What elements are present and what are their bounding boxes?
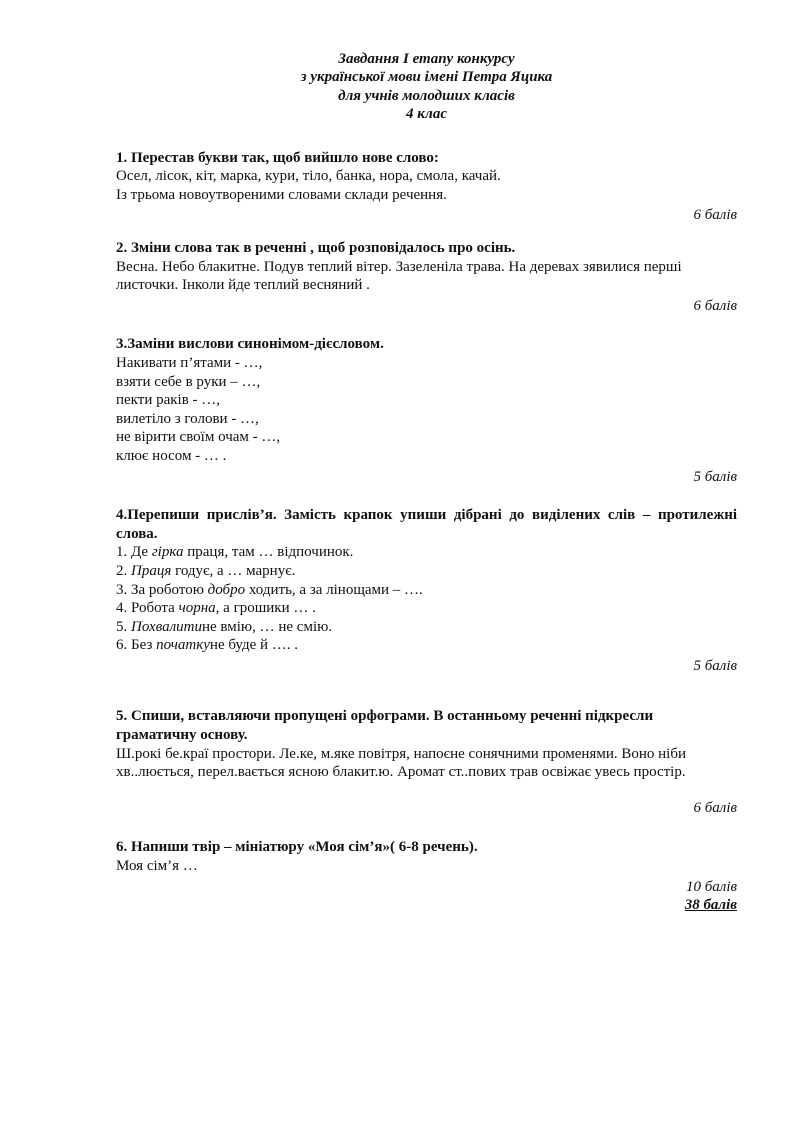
text-run: Осел, лісок, кіт, марка, кури, тіло, банка, нора, смола, качай. bbox=[116, 168, 501, 185]
text-run: не буде й …. . bbox=[209, 637, 299, 654]
text-run: Ш.рокі бе.краї простори. Ле.ке, м.яке повітря, напоєне сонячними променями. Воно ніби bbox=[116, 745, 686, 762]
task-line bbox=[116, 543, 737, 562]
score-label: 10 балів bbox=[685, 878, 737, 895]
bold-text: Перепиши прислів’я. Замість крапок упиши дібрані до виділених слів – протилежні слова. bbox=[116, 507, 737, 542]
text-run: хв..люється, перел.вається ясною блакит.ю. Аромат ст..пових трав освіжає увесь простір. bbox=[116, 764, 686, 781]
text-run: 4. bbox=[116, 507, 128, 524]
task-6 bbox=[116, 838, 737, 914]
text-run: взяти себе в руки – …, bbox=[116, 373, 261, 390]
task-1 bbox=[116, 149, 737, 225]
task-line bbox=[116, 447, 737, 466]
text-run: 6. Без bbox=[116, 637, 157, 654]
task-heading bbox=[116, 149, 737, 168]
task-heading bbox=[116, 506, 737, 543]
score-label: 5 балів bbox=[693, 657, 737, 674]
text-run: 4. Робота bbox=[116, 600, 179, 617]
text-run: , а грошики … . bbox=[215, 600, 316, 617]
task-heading bbox=[116, 838, 737, 857]
task-heading bbox=[116, 335, 737, 354]
text-run: ходить, а за лінощами – …. bbox=[245, 581, 423, 598]
text-run: 3. За роботою bbox=[116, 581, 208, 598]
task-line bbox=[116, 636, 737, 655]
grade-line: 4 клас bbox=[405, 106, 447, 123]
task-line bbox=[116, 258, 737, 295]
bold-text: 5. Спиши, вставляючи пропущені орфограми. В останньому реченні підкресли граматичну основу. bbox=[116, 708, 654, 744]
text-run: Моя сім’я … bbox=[116, 858, 198, 875]
task-3 bbox=[116, 335, 737, 486]
text-run: 2. bbox=[116, 562, 131, 579]
total-score-label: 38 балів bbox=[684, 897, 737, 914]
emphasized-word: гірка bbox=[151, 544, 184, 561]
worksheet-page bbox=[116, 50, 737, 915]
emphasized-word: початку bbox=[156, 637, 210, 654]
bold-text: 2. Зміни слова так в реченні , щоб розповідалось про осінь. bbox=[116, 240, 516, 256]
task-line bbox=[116, 428, 737, 447]
task-line bbox=[116, 410, 737, 429]
text-run: клює носом - … . bbox=[116, 447, 227, 464]
emphasized-word: чорна bbox=[178, 600, 216, 617]
title-line: Завдання І етапу конкурсу bbox=[338, 51, 515, 67]
title-block bbox=[116, 50, 737, 124]
task-line bbox=[116, 599, 737, 618]
subtitle-line: з української мови імені Петра Яцика bbox=[300, 69, 553, 86]
task-line bbox=[116, 354, 737, 373]
task-line bbox=[116, 186, 737, 205]
text-run: вилетіло з голови - …, bbox=[116, 410, 259, 427]
emphasized-word: Праця bbox=[131, 562, 172, 579]
text-run: не вмію, … не смію. bbox=[201, 618, 333, 635]
task-line bbox=[116, 745, 737, 764]
task-5 bbox=[116, 707, 737, 817]
task-line bbox=[116, 618, 737, 637]
text-run: годує, а … марнує. bbox=[171, 562, 296, 579]
task-4 bbox=[116, 506, 737, 675]
audience-line: для учнів молодших класів bbox=[338, 87, 515, 104]
task-line bbox=[116, 391, 737, 410]
bold-text: Заміни вислови синонімом-дієсловом. bbox=[127, 336, 384, 353]
text-run: 5. bbox=[116, 618, 131, 635]
text-run: 1. Де bbox=[116, 544, 152, 561]
text-run: праця, там … відпочинок. bbox=[183, 544, 354, 561]
task-heading bbox=[116, 707, 737, 744]
task-line bbox=[116, 562, 737, 581]
task-line bbox=[116, 763, 737, 782]
task-line bbox=[116, 581, 737, 600]
text-run: пекти раків - …, bbox=[116, 392, 221, 409]
score-label: 5 балів bbox=[693, 468, 737, 485]
emphasized-word: добро bbox=[207, 581, 246, 598]
task-line bbox=[116, 857, 737, 876]
task-heading bbox=[116, 239, 737, 258]
text-run: Із трьома новоутвореними словами склади речення. bbox=[116, 186, 447, 203]
task-2 bbox=[116, 239, 737, 315]
bold-text: 1. Перестав букви так, щоб вийшло нове слово: bbox=[116, 149, 439, 166]
text-run: 3. bbox=[116, 336, 128, 353]
score-label: 6 балів bbox=[693, 207, 737, 224]
task-line bbox=[116, 373, 737, 392]
score-label: 6 балів bbox=[693, 297, 737, 314]
bold-text: 6. Напиши твір – мініатюру «Моя сім’я»( 6-8 речень). bbox=[116, 839, 478, 856]
text-run: не вірити своїм очам - …, bbox=[116, 429, 281, 446]
score-label: 6 балів bbox=[693, 799, 737, 816]
emphasized-word: Похвалити bbox=[131, 618, 202, 635]
text-run: Весна. Небо блакитне. Подув теплий вітер. Зазеленіла трава. На деревах зявилися перші листочки. Інколи йде теплий весняний . bbox=[116, 258, 682, 294]
task-line bbox=[116, 167, 737, 186]
text-run: Накивати п’ятами - …, bbox=[116, 354, 263, 371]
